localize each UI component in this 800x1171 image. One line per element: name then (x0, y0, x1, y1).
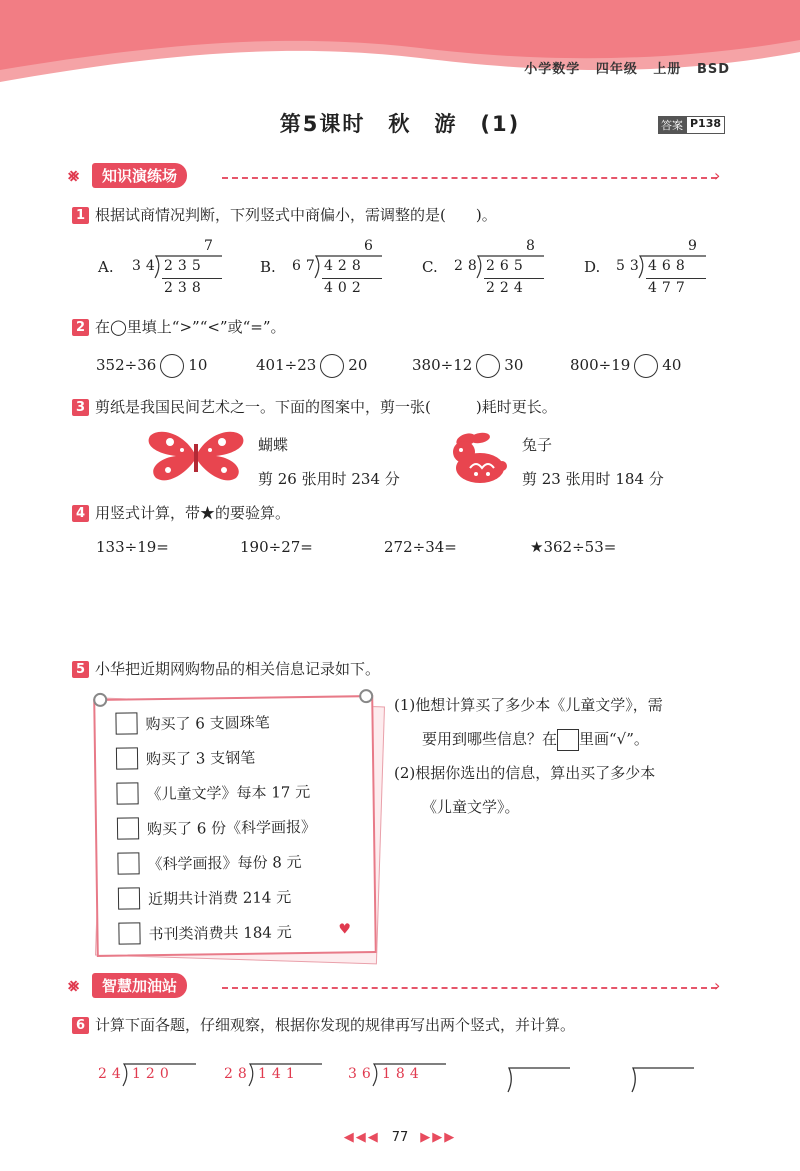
compare-circle[interactable] (634, 354, 658, 378)
compare-circle[interactable] (320, 354, 344, 378)
compare-left: 800÷19 (570, 356, 631, 374)
page-number: 77 (391, 1130, 409, 1145)
compare-circle[interactable] (476, 354, 500, 378)
question-6-number: 6 (72, 1017, 89, 1034)
compare-item (96, 354, 207, 378)
note-paper (93, 695, 377, 957)
option-c-label: C. (422, 258, 438, 276)
question-3-number: 3 (72, 399, 89, 416)
option-b-dividend: 428 (324, 258, 366, 274)
sub1-line2 (394, 722, 744, 756)
lesson-title: 第5课时 秋 游 (1) (279, 112, 521, 136)
note-checkbox[interactable] (117, 852, 139, 874)
pin-icon (93, 693, 107, 707)
option-b-product: 402 (324, 280, 366, 296)
note-checkbox[interactable] (118, 887, 140, 909)
butterfly-info: 剪 26 张用时 234 分 (258, 470, 400, 488)
q6-dividend-2: 141 (258, 1066, 300, 1082)
header-grade: 四年级 (595, 62, 638, 77)
q6-divisor-1: 24 (98, 1066, 126, 1082)
butterfly-papercut-icon (146, 428, 246, 484)
note-text: 购买了 3 支钢笔 (145, 748, 256, 768)
note-text: 购买了 6 支圆珠笔 (145, 713, 270, 733)
note-item (116, 746, 255, 770)
option-b-quotient: 6 (364, 238, 378, 254)
heart-icon: ♥ (338, 921, 352, 938)
note-checkbox[interactable] (116, 747, 138, 769)
right-arrows-icon: ▶▶▶ (420, 1130, 457, 1145)
pin-icon (359, 689, 373, 703)
compare-left: 380÷12 (412, 356, 473, 374)
check-box-sample (557, 729, 579, 751)
question-4-number: 4 (72, 505, 89, 522)
question-5-number: 5 (72, 661, 89, 678)
option-a-label: A. (98, 258, 114, 276)
option-c-divisor: 28 (454, 258, 482, 274)
compare-right: 10 (188, 356, 208, 374)
note-item (117, 850, 301, 875)
rabbit-name: 兔子 (522, 436, 553, 454)
q6-division-1 (98, 1062, 208, 1092)
compare-item (412, 354, 523, 378)
note-item (118, 885, 291, 909)
question-2 (72, 316, 286, 337)
question-4-text: 用竖式计算，带★的要验算。 (95, 504, 291, 522)
question-6-text: 计算下面各题，仔细观察，根据你发现的规律再写出两个竖式，并计算。 (95, 1016, 576, 1034)
section-divider (222, 987, 717, 989)
note-checkbox[interactable] (117, 817, 139, 839)
note-item (117, 815, 316, 840)
note-checkbox[interactable] (115, 712, 137, 734)
note-item (115, 711, 269, 735)
note-checkbox[interactable] (118, 922, 140, 944)
question-3 (72, 396, 557, 417)
q6-divisor-2: 28 (224, 1066, 252, 1082)
calc-item: 272÷34= (384, 538, 457, 556)
option-d-divisor: 53 (616, 258, 644, 274)
compare-left: 352÷36 (96, 356, 157, 374)
question-5-text: 小华把近期网购物品的相关信息记录如下。 (95, 660, 381, 678)
compare-right: 30 (504, 356, 524, 374)
section-practice-icon: ⨳ (68, 164, 80, 186)
question-6 (72, 1014, 575, 1035)
q6-dividend-3: 184 (382, 1066, 424, 1082)
option-b-label: B. (260, 258, 276, 276)
option-d-dividend: 468 (648, 258, 690, 274)
butterfly-name: 蝴蝶 (258, 436, 289, 454)
option-d-product: 477 (648, 280, 690, 296)
section-bonus (68, 973, 187, 998)
question-1 (72, 204, 497, 225)
arrow-right-icon: › (714, 976, 721, 995)
answer-reference (658, 116, 725, 134)
note-text: 《科学画报》每份 8 元 (147, 852, 302, 873)
section-practice-label: 知识演练场 (92, 163, 187, 188)
header-subject: 小学数学 (524, 62, 581, 77)
question-1-number: 1 (72, 207, 89, 224)
rabbit-papercut-icon (444, 428, 508, 486)
question-4 (72, 502, 290, 523)
section-bonus-icon: ⨳ (68, 974, 80, 996)
compare-right: 40 (662, 356, 682, 374)
compare-item (570, 354, 681, 378)
compare-left: 401÷23 (256, 356, 317, 374)
question-3-text: 剪纸是我国民间艺术之一。下面的图案中，剪一张( )耗时更长。 (95, 398, 557, 416)
option-d-division (616, 238, 716, 298)
sub2-line2: 《儿童文学》。 (422, 798, 520, 816)
option-a-divisor: 34 (132, 258, 160, 274)
q6-divisor-3: 36 (348, 1066, 376, 1082)
option-c-division (454, 238, 554, 298)
blank-division-bracket-1[interactable] (500, 1066, 572, 1094)
section-bonus-label: 智慧加油站 (92, 973, 187, 998)
option-a-underline (162, 278, 222, 279)
question-2-number: 2 (72, 319, 89, 336)
header-info (524, 58, 730, 77)
note-text: 书刊类消费共 184 元 (148, 922, 292, 943)
left-arrows-icon: ◀◀◀ (343, 1130, 380, 1145)
compare-item (256, 354, 367, 378)
option-d-quotient: 9 (688, 238, 702, 254)
option-c-product: 224 (486, 280, 528, 296)
calc-item-verify: ★362÷53= (530, 538, 617, 556)
header-edition: BSD (696, 62, 730, 77)
option-c-underline (484, 278, 544, 279)
blank-division-bracket-2[interactable] (624, 1066, 696, 1094)
sub1-text-b: 要用到哪些信息？在 (422, 730, 558, 748)
q6-dividend-1: 120 (132, 1066, 174, 1082)
option-d-label: D. (584, 258, 601, 276)
note-text: 购买了 6 份《科学画报》 (146, 817, 317, 838)
option-c-dividend: 265 (486, 258, 528, 274)
compare-circle[interactable] (160, 354, 184, 378)
answer-label: 答案 (658, 116, 686, 134)
question-5-sub1 (394, 688, 744, 824)
option-a-division (132, 238, 232, 298)
option-a-product: 238 (164, 280, 206, 296)
option-c-quotient: 8 (526, 238, 540, 254)
page-footer (0, 1130, 800, 1145)
note-text: 近期共计消费 214 元 (147, 887, 292, 908)
q6-division-2 (224, 1062, 334, 1092)
answer-page: P138 (686, 116, 725, 134)
note-text: 《儿童文学》每本 17 元 (146, 782, 311, 803)
question-5 (72, 658, 380, 679)
sub1-text-c: 里画“√”。 (579, 730, 649, 748)
option-a-dividend: 235 (164, 258, 206, 274)
note-checkbox[interactable] (116, 782, 138, 804)
rabbit-info: 剪 23 张用时 184 分 (522, 470, 664, 488)
question-1-text: 根据试商情况判断，下列竖式中商偏小，需调整的是( )。 (95, 206, 497, 224)
arrow-right-icon: › (714, 166, 721, 185)
q6-division-3 (348, 1062, 458, 1092)
sub2-line1: (2)根据你选出的信息，算出买了多少本 (394, 764, 656, 782)
compare-right: 20 (348, 356, 368, 374)
calc-item: 133÷19= (96, 538, 169, 556)
note-item (118, 920, 291, 944)
option-b-underline (322, 278, 382, 279)
question-2-text: 在◯里填上“>”“<”或“=”。 (95, 318, 286, 336)
note-item (116, 780, 310, 805)
option-b-division (292, 238, 392, 298)
sub1-line1: (1)他想计算买了多少本《儿童文学》，需 (394, 696, 663, 714)
header-volume: 上册 (653, 62, 682, 77)
calc-item: 190÷27= (240, 538, 313, 556)
option-a-quotient: 7 (204, 238, 218, 254)
section-divider (222, 177, 717, 179)
section-practice (68, 163, 187, 188)
option-d-underline (646, 278, 706, 279)
option-b-divisor: 67 (292, 258, 320, 274)
